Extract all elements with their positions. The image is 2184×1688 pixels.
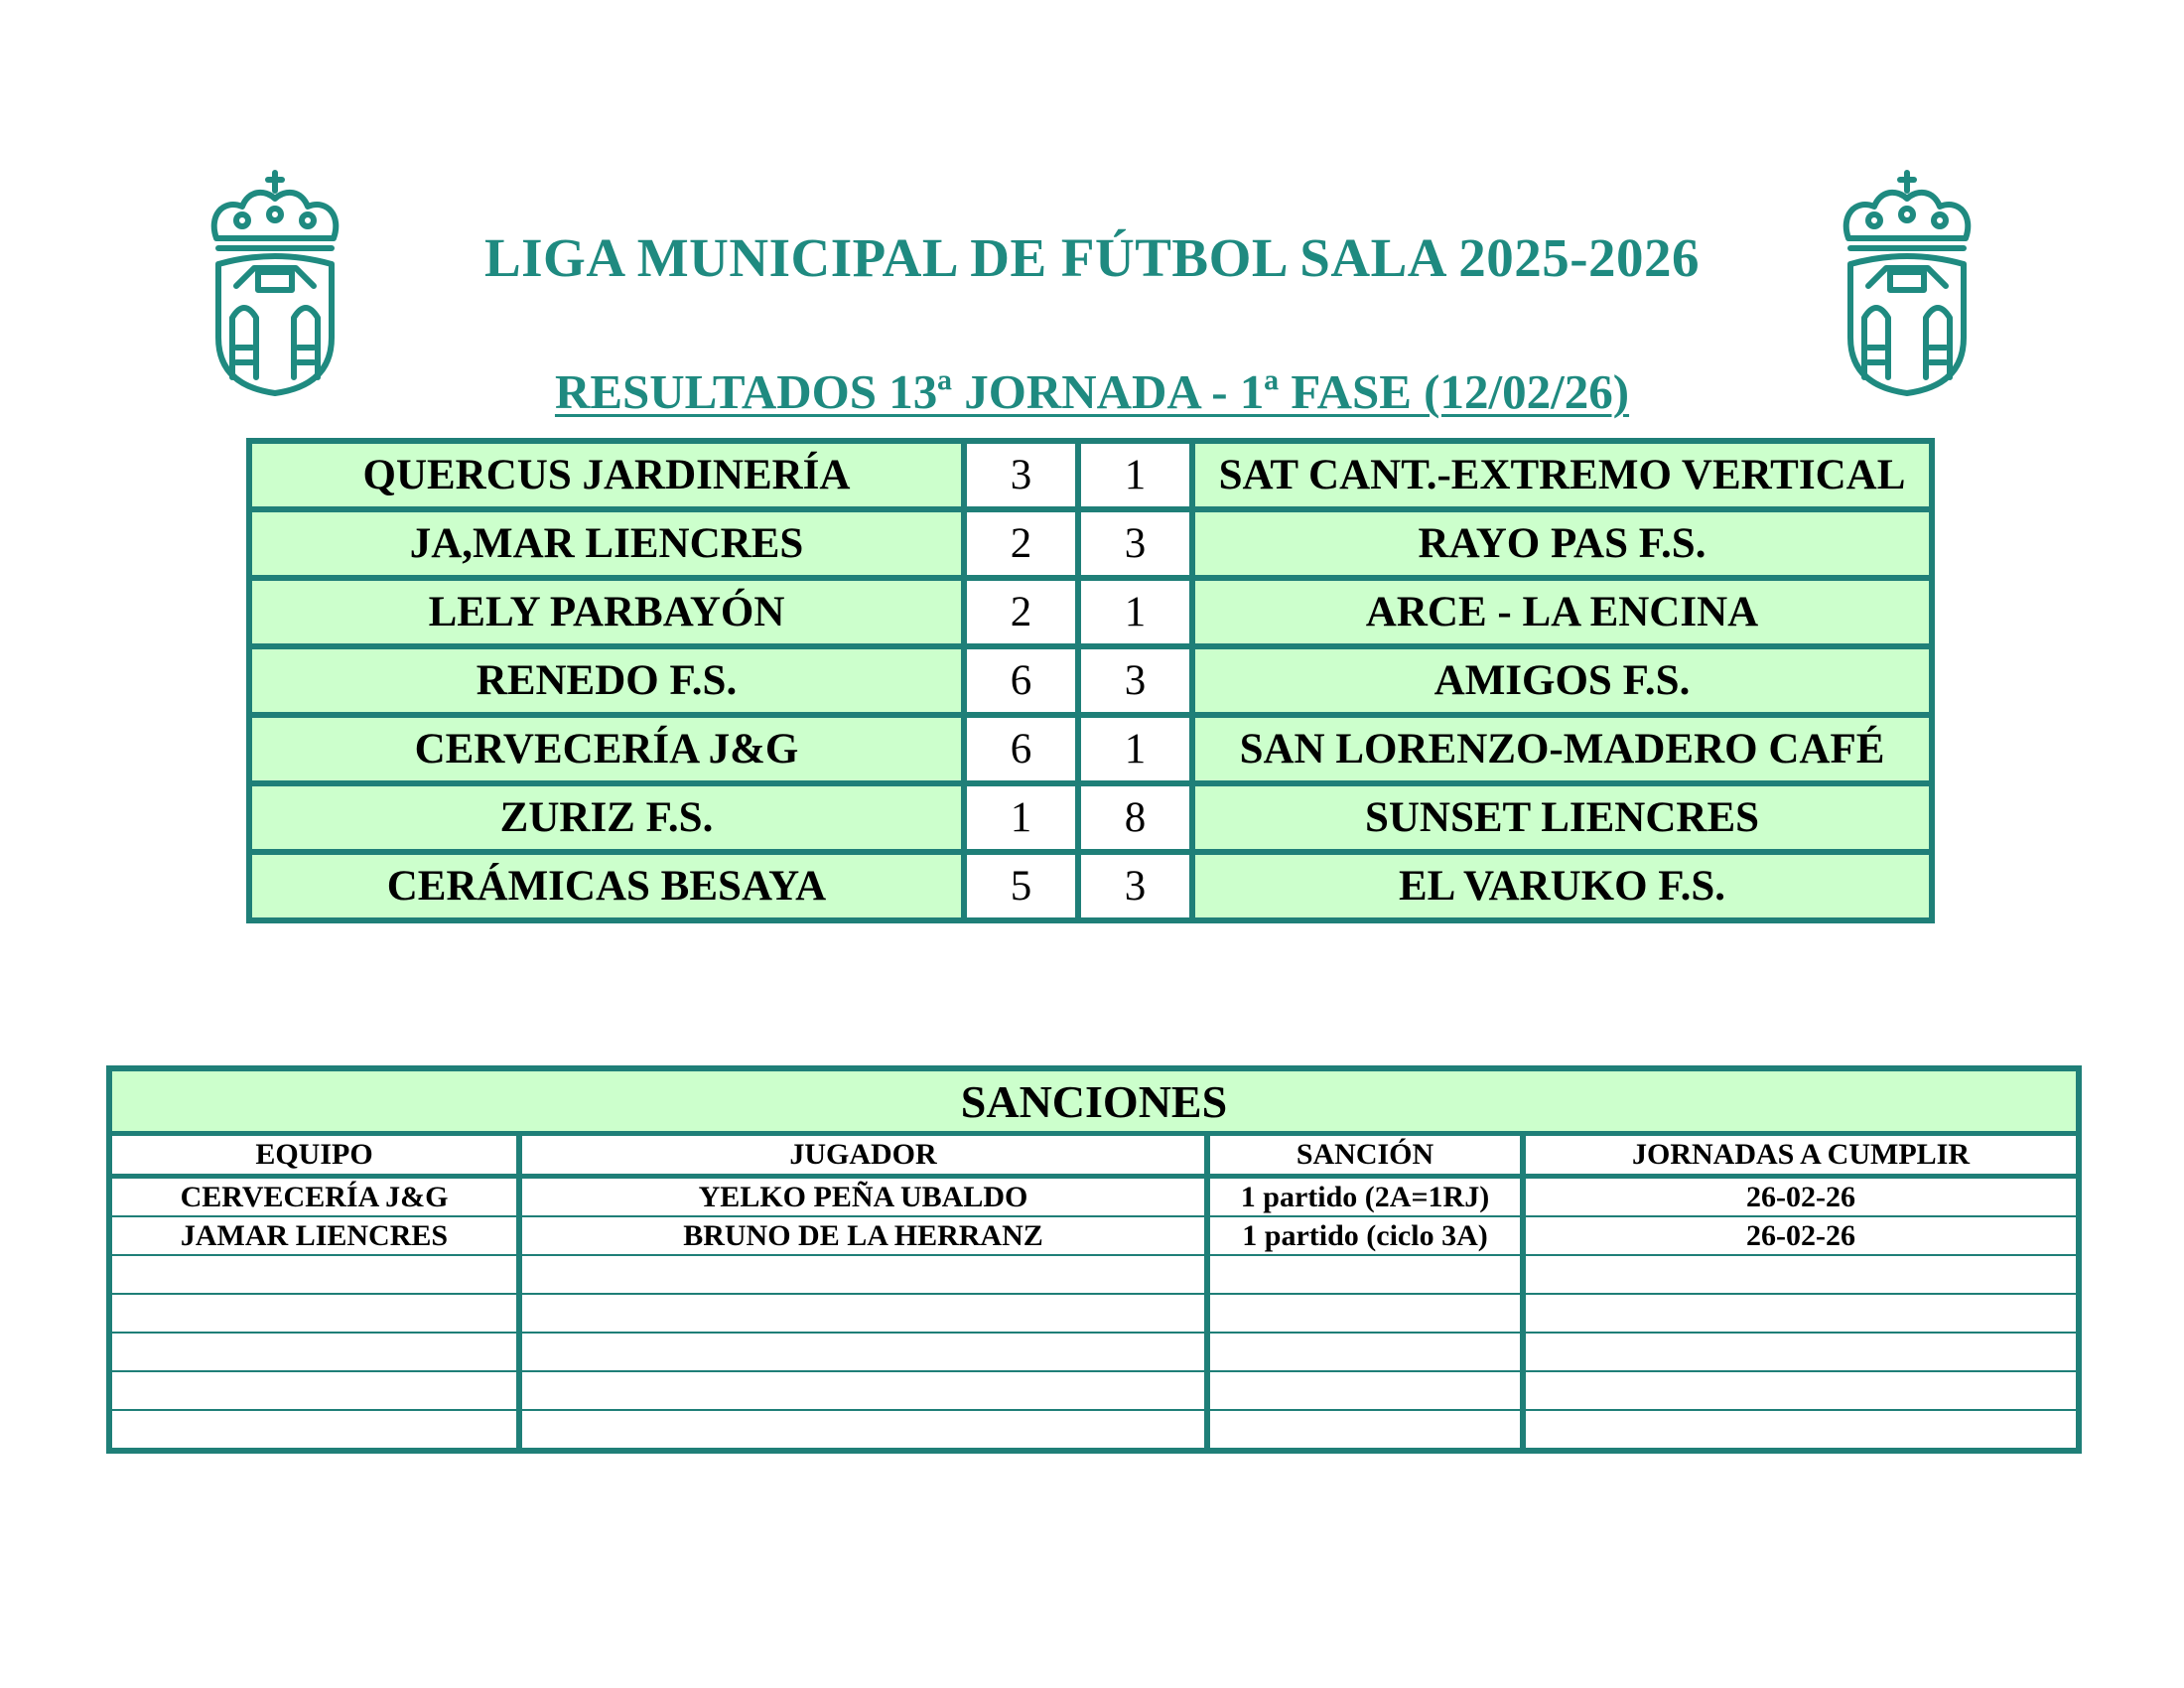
sanction-matchdays: 26-02-26 [1523, 1177, 2079, 1217]
away-score: 3 [1078, 509, 1192, 578]
home-score: 6 [964, 715, 1078, 783]
column-header-sanction: SANCIÓN [1207, 1134, 1523, 1177]
page-title: LIGA MUNICIPAL DE FÚTBOL SALA 2025-2026 [483, 227, 1701, 288]
sanction-matchdays [1523, 1255, 2079, 1294]
away-team: ARCE - LA ENCINA [1192, 578, 1932, 646]
sanctions-table [106, 1065, 2082, 1454]
sanction-matchdays: 26-02-26 [1523, 1216, 2079, 1255]
sanction-player [519, 1371, 1207, 1410]
sanction-row [109, 1255, 2079, 1294]
sanction-penalty [1207, 1255, 1523, 1294]
sanction-player: YELKO PEÑA UBALDO [519, 1177, 1207, 1217]
result-row [249, 578, 1932, 646]
sanction-penalty [1207, 1410, 1523, 1451]
result-row [249, 441, 1932, 509]
sanction-player [519, 1294, 1207, 1333]
away-score: 3 [1078, 646, 1192, 715]
sanction-row [109, 1371, 2079, 1410]
sanction-player [519, 1333, 1207, 1371]
result-row [249, 646, 1932, 715]
away-team: SUNSET LIENCRES [1192, 783, 1932, 852]
home-team: JA,MAR LIENCRES [249, 509, 964, 578]
home-team: CERÁMICAS BESAYA [249, 852, 964, 920]
results-table [246, 438, 1935, 923]
away-score: 1 [1078, 578, 1192, 646]
sanction-player: BRUNO DE LA HERRANZ [519, 1216, 1207, 1255]
sanction-row [109, 1333, 2079, 1371]
result-row [249, 715, 1932, 783]
home-score: 1 [964, 783, 1078, 852]
away-team: AMIGOS F.S. [1192, 646, 1932, 715]
sanction-row [109, 1294, 2079, 1333]
sanction-team [109, 1371, 519, 1410]
sanction-penalty: 1 partido (ciclo 3A) [1207, 1216, 1523, 1255]
sanction-team [109, 1410, 519, 1451]
sanction-matchdays [1523, 1333, 2079, 1371]
away-team: RAYO PAS F.S. [1192, 509, 1932, 578]
sanction-team [109, 1333, 519, 1371]
home-team: LELY PARBAYÓN [249, 578, 964, 646]
sanction-team: CERVECERÍA J&G [109, 1177, 519, 1217]
away-score: 8 [1078, 783, 1192, 852]
sanction-row [109, 1177, 2079, 1217]
sanction-matchdays [1523, 1371, 2079, 1410]
column-header-matchdays: JORNADAS A CUMPLIR [1523, 1134, 2079, 1177]
sanction-row [109, 1410, 2079, 1451]
home-team: QUERCUS JARDINERÍA [249, 441, 964, 509]
result-row [249, 852, 1932, 920]
sanctions-heading: SANCIONES [109, 1068, 2079, 1134]
home-team: CERVECERÍA J&G [249, 715, 964, 783]
away-score: 3 [1078, 852, 1192, 920]
result-row [249, 509, 1932, 578]
away-team: SAT CANT.-EXTREMO VERTICAL [1192, 441, 1932, 509]
sanction-matchdays [1523, 1410, 2079, 1451]
sanction-penalty [1207, 1371, 1523, 1410]
away-score: 1 [1078, 441, 1192, 509]
sanction-penalty [1207, 1333, 1523, 1371]
sanction-player [519, 1255, 1207, 1294]
home-team: ZURIZ F.S. [249, 783, 964, 852]
sanction-team [109, 1294, 519, 1333]
sanction-player [519, 1410, 1207, 1451]
sanction-penalty [1207, 1294, 1523, 1333]
home-score: 2 [964, 509, 1078, 578]
column-header-player: JUGADOR [519, 1134, 1207, 1177]
sanction-penalty: 1 partido (2A=1RJ) [1207, 1177, 1523, 1217]
sanction-row [109, 1216, 2079, 1255]
sanction-matchdays [1523, 1294, 2079, 1333]
result-row [249, 783, 1932, 852]
column-header-team: EQUIPO [109, 1134, 519, 1177]
home-score: 2 [964, 578, 1078, 646]
home-team: RENEDO F.S. [249, 646, 964, 715]
sanctions-column-headers [109, 1134, 2079, 1177]
sanction-team [109, 1255, 519, 1294]
away-score: 1 [1078, 715, 1192, 783]
home-score: 5 [964, 852, 1078, 920]
home-score: 6 [964, 646, 1078, 715]
sanction-team: JAMAR LIENCRES [109, 1216, 519, 1255]
away-team: EL VARUKO F.S. [1192, 852, 1932, 920]
page-subtitle: RESULTADOS 13ª JORNADA - 1ª FASE (12/02/26) [554, 364, 1630, 419]
home-score: 3 [964, 441, 1078, 509]
away-team: SAN LORENZO-MADERO CAFÉ [1192, 715, 1932, 783]
